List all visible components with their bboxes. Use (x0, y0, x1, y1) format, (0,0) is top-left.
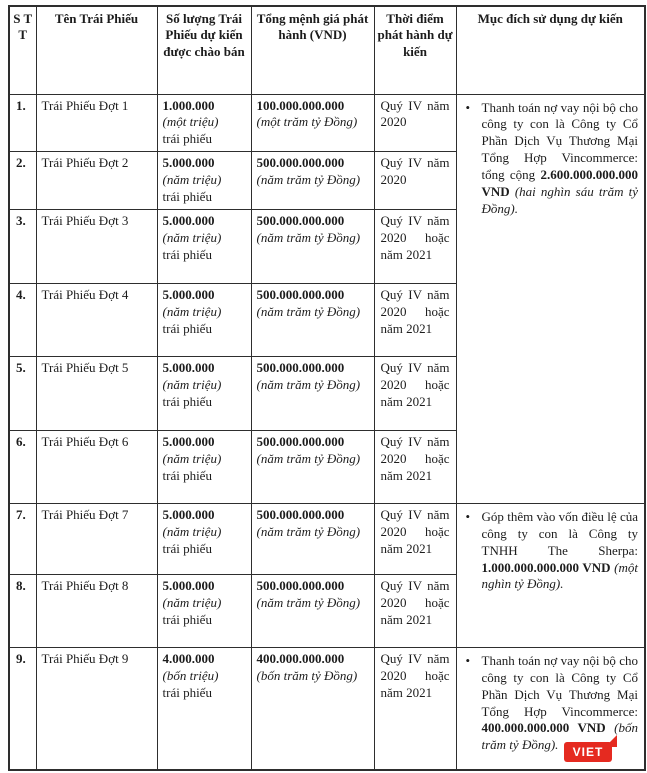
stt-cell: 5. (9, 356, 36, 430)
purpose-text-segment: Thanh toán nợ vay nội bộ cho công ty con là Công ty Cổ Phần Dịch Vụ Thương Mại Tổng Hợp Vincommerce: tổng cộng (481, 99, 638, 183)
purpose-text-segment: 2.600.000.000.000 VND (481, 167, 638, 199)
purpose-text-segment: 1.000.000.000.000 VND (481, 559, 611, 575)
face-value-cell (251, 430, 374, 503)
header-stt: S T T (9, 6, 36, 94)
face-value-number: 500.000.000.000 (256, 577, 345, 593)
bond-name-cell: Trái Phiếu Đợt 4 (36, 283, 157, 356)
issue-time-cell: Quý IV năm 2020 hoặc năm 2021 (374, 430, 456, 503)
face-value-cell (251, 503, 374, 574)
face-value-number: 500.000.000.000 (256, 155, 345, 171)
stt-cell: 9. (9, 647, 36, 770)
face-value-words: (năm trăm tỷ Đồng) (256, 376, 361, 392)
quantity-cell (157, 152, 251, 210)
quantity-cell (157, 503, 251, 574)
face-value-cell (251, 152, 374, 210)
viet-watermark-logo (564, 742, 612, 762)
purpose-bullet-item (464, 653, 639, 754)
issue-time-cell: Quý IV năm 2020 hoặc năm 2021 (374, 503, 456, 574)
quantity-words: (năm triệu) (162, 376, 222, 392)
quantity-cell (157, 94, 251, 152)
stt-cell: 2. (9, 152, 36, 210)
bond-name-cell: Trái Phiếu Đợt 9 (36, 647, 157, 770)
face-value-words: (bốn trăm tỷ Đồng) (256, 667, 358, 683)
bond-name-cell: Trái Phiếu Đợt 1 (36, 94, 157, 152)
face-value-words: (năm trăm tỷ Đồng) (256, 172, 361, 188)
quantity-unit: trái phiếu (162, 188, 212, 204)
purpose-bullet-item (464, 509, 639, 593)
issue-time-cell: Quý IV năm 2020 hoặc năm 2021 (374, 209, 456, 283)
quantity-cell (157, 283, 251, 356)
table-row (9, 647, 645, 770)
header-quantity: Số lượng Trái Phiếu dự kiến được chào bán (157, 6, 251, 94)
face-value-cell (251, 283, 374, 356)
issue-time-cell: Quý IV năm 2020 hoặc năm 2021 (374, 283, 456, 356)
issue-time-cell: Quý IV năm 2020 hoặc năm 2021 (374, 356, 456, 430)
quantity-unit: trái phiếu (162, 611, 212, 627)
quantity-unit: trái phiếu (162, 393, 212, 409)
watermark-label: VIET (572, 745, 604, 759)
issue-time-cell: Quý IV năm 2020 hoặc năm 2021 (374, 574, 456, 647)
face-value-number: 500.000.000.000 (256, 359, 345, 375)
face-value-cell (251, 94, 374, 152)
bond-name-cell: Trái Phiếu Đợt 2 (36, 152, 157, 210)
bullet-icon: • (465, 508, 471, 524)
header-face-value: Tổng mệnh giá phát hành (VND) (251, 6, 374, 94)
quantity-unit: trái phiếu (162, 131, 212, 147)
purpose-text (482, 100, 639, 218)
quantity-unit: trái phiếu (162, 467, 212, 483)
face-value-number: 500.000.000.000 (256, 433, 345, 449)
face-value-number: 500.000.000.000 (256, 506, 345, 522)
purpose-text-segment: (bốn trăm tỷ Đồng). (481, 720, 638, 753)
stt-cell: 7. (9, 503, 36, 574)
face-value-cell (251, 574, 374, 647)
quantity-words: (năm triệu) (162, 303, 222, 319)
quantity-words: (năm triệu) (162, 450, 222, 466)
issue-time-cell: Quý IV năm 2020 hoặc năm 2021 (374, 647, 456, 770)
face-value-words: (năm trăm tỷ Đồng) (256, 594, 361, 610)
issue-time-cell: Quý IV năm 2020 (374, 152, 456, 210)
quantity-cell (157, 647, 251, 770)
purpose-cell (456, 647, 645, 770)
stt-cell: 6. (9, 430, 36, 503)
bond-name-cell: Trái Phiếu Đợt 3 (36, 209, 157, 283)
bullet-icon: • (465, 652, 471, 668)
issue-time-cell: Quý IV năm 2020 (374, 94, 456, 152)
bond-issuance-table (8, 5, 646, 771)
face-value-words: (năm trăm tỷ Đồng) (256, 303, 361, 319)
purpose-text (482, 509, 639, 593)
quantity-cell (157, 430, 251, 503)
header-row (9, 6, 645, 94)
stt-cell: 8. (9, 574, 36, 647)
quantity-number: 5.000.000 (162, 155, 215, 171)
face-value-number: 400.000.000.000 (256, 650, 345, 666)
quantity-number: 5.000.000 (162, 506, 215, 522)
bond-name-cell: Trái Phiếu Đợt 5 (36, 356, 157, 430)
bond-name-cell: Trái Phiếu Đợt 7 (36, 503, 157, 574)
face-value-number: 500.000.000.000 (256, 212, 345, 228)
quantity-number: 5.000.000 (162, 577, 215, 593)
face-value-words: (một trăm tỷ Đồng) (256, 114, 358, 130)
quantity-words: (năm triệu) (162, 172, 222, 188)
purpose-text-segment (606, 720, 614, 735)
quantity-number: 5.000.000 (162, 359, 215, 375)
purpose-cell (456, 503, 645, 647)
quantity-unit: trái phiếu (162, 540, 212, 556)
quantity-words: (một triệu) (162, 114, 219, 130)
table-row (9, 503, 645, 574)
header-bond-name: Tên Trái Phiếu (36, 6, 157, 94)
purpose-bullet-item (464, 100, 639, 218)
stt-cell: 1. (9, 94, 36, 152)
purpose-text-segment: 400.000.000.000 VND (481, 720, 606, 736)
quantity-words: (năm triệu) (162, 229, 222, 245)
quantity-unit: trái phiếu (162, 246, 212, 262)
face-value-words: (năm trăm tỷ Đồng) (256, 450, 361, 466)
bond-name-cell: Trái Phiếu Đợt 6 (36, 430, 157, 503)
face-value-cell (251, 209, 374, 283)
purpose-text-segment: Thanh toán nợ vay nội bộ cho công ty con là Công ty Cổ Phần Dịch Vụ Thương Mại Tổng Hợp Vincommerce: (481, 652, 638, 719)
face-value-cell (251, 647, 374, 770)
face-value-words: (năm trăm tỷ Đồng) (256, 523, 361, 539)
quantity-cell (157, 356, 251, 430)
purpose-text-segment: (hai nghìn sáu trăm tỷ Đồng). (481, 183, 638, 216)
face-value-number: 100.000.000.000 (256, 97, 345, 113)
quantity-number: 1.000.000 (162, 97, 215, 113)
face-value-cell (251, 356, 374, 430)
face-value-words: (năm trăm tỷ Đồng) (256, 229, 361, 245)
quantity-unit: trái phiếu (162, 684, 212, 700)
quantity-words: (năm triệu) (162, 523, 222, 539)
quantity-words: (năm triệu) (162, 594, 222, 610)
quantity-number: 5.000.000 (162, 286, 215, 302)
quantity-words: (bốn triệu) (162, 667, 219, 683)
quantity-cell (157, 209, 251, 283)
table-row (9, 94, 645, 152)
face-value-number: 500.000.000.000 (256, 286, 345, 302)
quantity-unit: trái phiếu (162, 320, 212, 336)
quantity-cell (157, 574, 251, 647)
stt-cell: 4. (9, 283, 36, 356)
purpose-text-segment: Góp thêm vào vốn điều lệ của công ty con là Công ty TNHH The Sherpa: (481, 508, 638, 558)
header-purpose: Mục đích sử dụng dự kiến (456, 6, 645, 94)
stt-cell: 3. (9, 209, 36, 283)
quantity-number: 5.000.000 (162, 433, 215, 449)
quantity-number: 4.000.000 (162, 650, 215, 666)
purpose-text-segment: (một nghìn tỷ Đồng). (481, 559, 638, 592)
purpose-cell (456, 94, 645, 503)
header-issue-time: Thời điểm phát hành dự kiến (374, 6, 456, 94)
bond-name-cell: Trái Phiếu Đợt 8 (36, 574, 157, 647)
bullet-icon: • (465, 99, 471, 115)
quantity-number: 5.000.000 (162, 212, 215, 228)
